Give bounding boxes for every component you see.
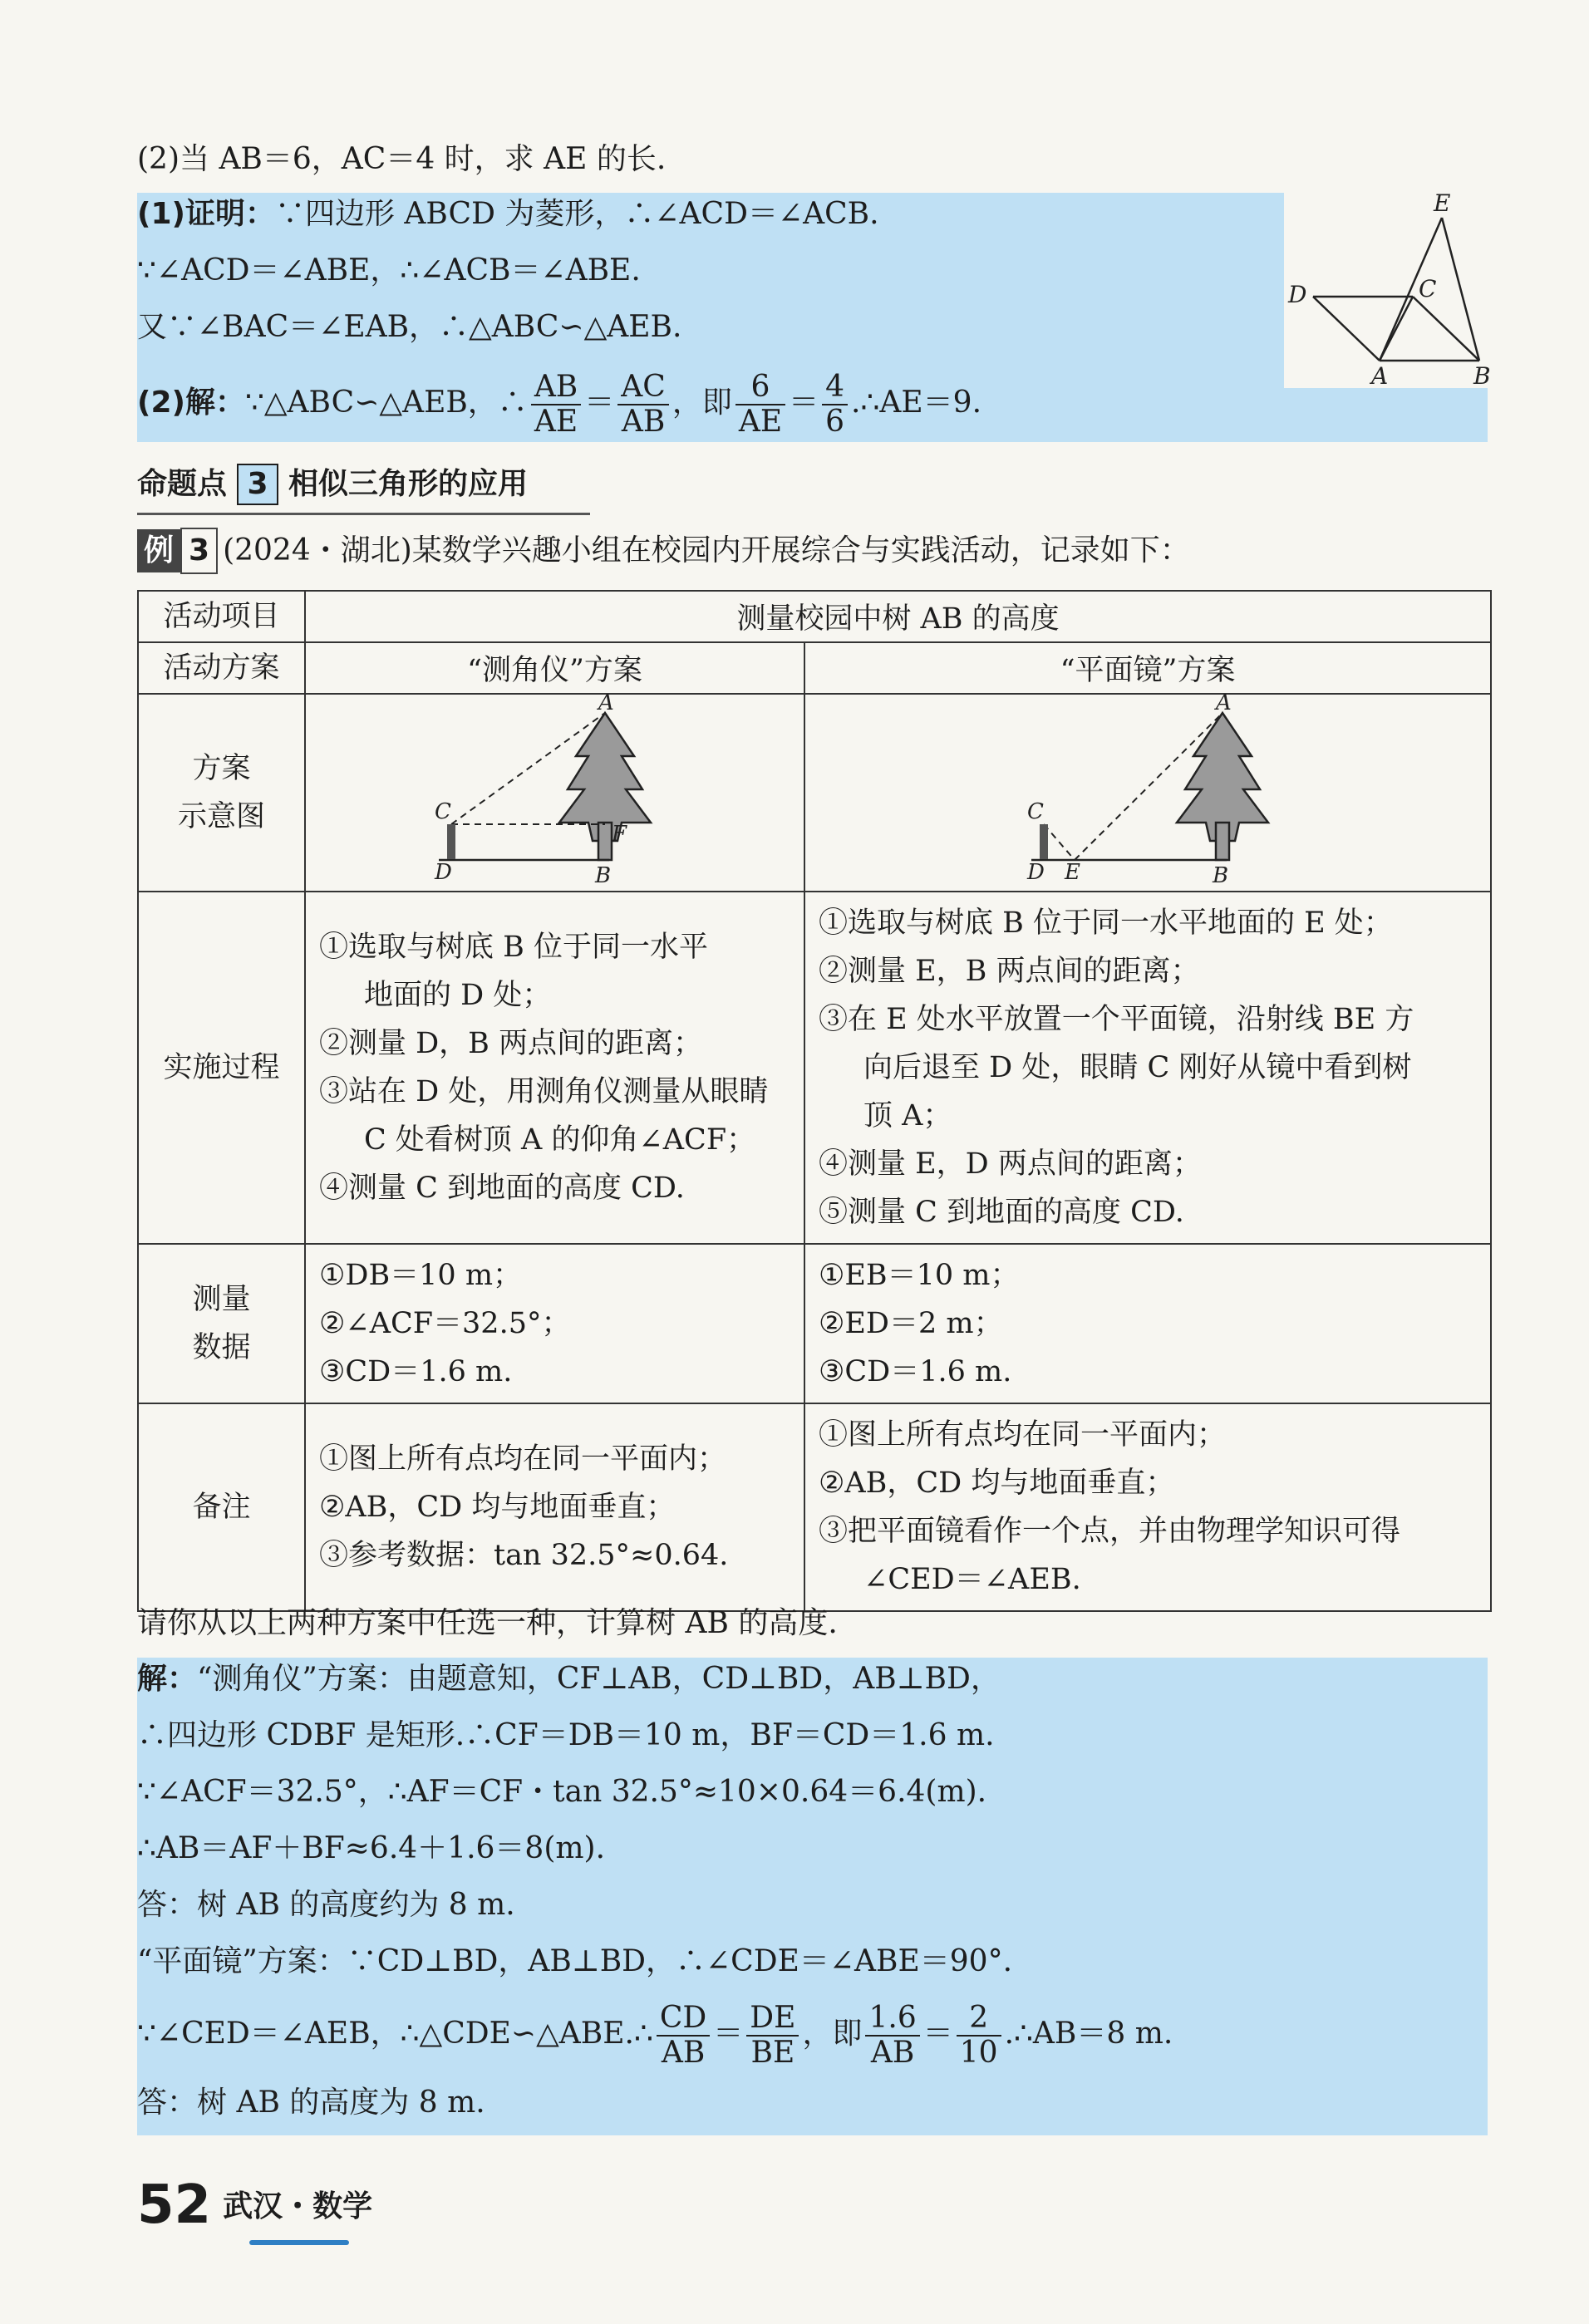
page-number: 52 <box>137 2174 212 2236</box>
solution-line-1 <box>137 1658 1001 1701</box>
label-E: E <box>1065 859 1080 885</box>
proof-line-1 <box>137 193 879 236</box>
rhombus-figure <box>1284 189 1491 390</box>
solution-text-7a: ∵∠CED＝∠AEB，∴△CDE∽△ABE.∴ <box>137 2017 653 2051</box>
label-D: D <box>1288 281 1307 308</box>
example-number: 3 <box>180 528 218 574</box>
step: ①选取与树底 B 位于同一水平 <box>319 931 708 964</box>
data-item: ①DB＝10 m； <box>319 1259 523 1292</box>
solution-text-7c: .∴AB＝8 m. <box>1004 2017 1173 2051</box>
cell-note-mirror <box>804 1403 1491 1611</box>
label-D: D <box>1027 859 1045 885</box>
data-item: ②ED＝2 m； <box>819 1307 1003 1340</box>
solution-text-7b: ，即 <box>802 2017 863 2051</box>
solution-line-8: 答：树 AB 的高度为 8 m. <box>137 2086 485 2120</box>
step: ①选取与树底 B 位于同一水平地面的 E 处； <box>819 907 1393 940</box>
proof-label: (1)证明： <box>137 197 275 231</box>
frac-num: AC <box>617 371 669 405</box>
section-underline <box>137 513 590 515</box>
frac-num: 2 <box>957 2002 1001 2037</box>
fraction <box>531 371 581 439</box>
solution-line-4: ∴AB＝AF＋BF≈6.4＋1.6＝8(m). <box>137 1831 606 1865</box>
label-A: A <box>598 690 614 715</box>
solution-text-1: “测角仪”方案：由题意知，CF⊥AB，CD⊥BD，AB⊥BD， <box>197 1662 1001 1696</box>
cell-note-label: 备注 <box>138 1403 305 1611</box>
label-C: C <box>1419 275 1437 302</box>
label-B: B <box>1213 862 1229 888</box>
equals: ＝ <box>713 2017 744 2051</box>
data-label-1: 测量 <box>192 1283 251 1316</box>
frac-den: AB <box>870 2036 915 2070</box>
step: ②测量 E，B 两点间的距离； <box>819 955 1200 988</box>
example-tag: 例 <box>137 529 180 572</box>
label-B: B <box>594 862 611 888</box>
tree-icon <box>559 713 651 860</box>
note-item: ③把平面镜看作一个点，并由物理学知识可得 <box>819 1515 1401 1548</box>
label-C: C <box>1027 798 1044 824</box>
section-number: 3 <box>237 464 278 505</box>
example-text: (2024・湖北)某数学兴趣小组在校园内开展综合与实践活动，记录如下： <box>223 533 1190 567</box>
cell-activity-title: 测量校园中树 AB 的高度 <box>305 591 1491 642</box>
cell-process-label: 实施过程 <box>138 892 305 1244</box>
frac-den: AB <box>661 2036 706 2070</box>
cell-process-angle <box>305 892 804 1244</box>
step: ③站在 D 处，用测角仪测量从眼睛 <box>319 1075 769 1108</box>
sol-text-b: ，即 <box>672 386 732 420</box>
cell-activity-item: 活动项目 <box>138 591 305 642</box>
observer-icon <box>447 824 455 859</box>
proof-line-3: 又∵∠BAC＝∠EAB，∴△ABC∽△AEB. <box>137 310 682 344</box>
mirror-diagram <box>1015 690 1281 888</box>
table-row <box>138 591 1491 642</box>
fraction <box>617 371 669 439</box>
footer-text: 武汉・数学 <box>223 2189 373 2223</box>
fraction <box>746 2002 799 2070</box>
cell-mirror-diagram <box>804 690 1491 892</box>
sol-text-a: ∵△ABC∽△AEB，∴ <box>244 386 528 420</box>
section-heading <box>137 461 528 508</box>
fraction <box>822 371 848 439</box>
label-E: E <box>1434 189 1451 217</box>
frac-num: AB <box>531 371 581 405</box>
frac-num: 4 <box>822 371 848 405</box>
table-row <box>138 1244 1491 1403</box>
table-row <box>138 892 1491 1244</box>
data-item: ①EB＝10 m； <box>819 1259 1020 1292</box>
cell-angle-diagram <box>305 690 804 892</box>
step: 向后退至 D 处，眼睛 C 刚好从镜中看到树 <box>863 1051 1412 1084</box>
frac-den: BE <box>750 2036 795 2070</box>
question-text: 请你从以上两种方案中任选一种，计算树 AB 的高度. <box>137 1606 838 1640</box>
equals: ＝ <box>789 386 819 420</box>
cell-data-angle <box>305 1244 804 1403</box>
note-item: ①图上所有点均在同一平面内； <box>819 1418 1227 1452</box>
note-item: ∠CED＝∠AEB. <box>863 1563 1081 1596</box>
angle-instrument-diagram <box>422 690 688 888</box>
solution-line-5: 答：树 AB 的高度约为 8 m. <box>137 1888 515 1922</box>
section-prefix: 命题点 <box>137 467 228 501</box>
cell-diagram-label <box>138 694 305 892</box>
table-row <box>138 642 1491 694</box>
cell-note-angle <box>305 1403 804 1611</box>
equals: ＝ <box>922 2017 953 2051</box>
footer-accent <box>249 2240 349 2245</box>
cell-data-label <box>138 1244 305 1403</box>
data-item: ②∠ACF＝32.5°； <box>319 1307 571 1340</box>
label-A: A <box>1371 362 1389 390</box>
section-title: 相似三角形的应用 <box>288 467 529 501</box>
solution-label: 解： <box>137 1662 198 1696</box>
label-F: F <box>611 821 627 847</box>
proof-text-1: ∵四边形 ABCD 为菱形，∴∠ACD＝∠ACB. <box>274 197 879 231</box>
solution-line-7 <box>137 1996 1173 2072</box>
sol-text-c: .∴AE＝9. <box>851 386 982 420</box>
fraction <box>657 2002 710 2070</box>
part2-question: (2)当 AB＝6，AC＝4 时，求 AE 的长. <box>137 142 667 176</box>
step: ④测量 E，D 两点间的距离； <box>819 1147 1202 1181</box>
step: 顶 A； <box>863 1099 952 1133</box>
frac-num: DE <box>746 2002 799 2037</box>
cell-plan-label: 活动方案 <box>138 642 305 694</box>
example-line <box>137 528 1190 574</box>
label-B: B <box>1473 362 1491 390</box>
frac-num: 6 <box>735 371 785 405</box>
note-item: ②AB，CD 均与地面垂直； <box>319 1491 676 1524</box>
label-C: C <box>434 798 451 824</box>
diagram-label-1: 方案 <box>192 752 251 785</box>
frac-num: CD <box>657 2002 710 2037</box>
figure-background <box>1284 193 1488 388</box>
tree-icon <box>1177 713 1268 860</box>
observer-icon <box>1040 824 1048 859</box>
table-row <box>138 694 1491 892</box>
label-D: D <box>434 859 452 885</box>
proof-line-2: ∵∠ACD＝∠ABE，∴∠ACB＝∠ABE. <box>137 253 641 287</box>
diagram-label-2: 示意图 <box>177 800 265 833</box>
solution-line-2: ∴四边形 CDBF 是矩形.∴CF＝DB＝10 m，BF＝CD＝1.6 m. <box>137 1718 995 1752</box>
data-label-2: 数据 <box>192 1331 251 1364</box>
note-item: ①图上所有点均在同一平面内； <box>319 1442 727 1476</box>
cell-process-mirror <box>804 892 1491 1244</box>
fraction <box>865 2002 919 2070</box>
label-A: A <box>1216 690 1232 715</box>
frac-den: AE <box>738 405 783 439</box>
incident-line <box>1044 824 1075 860</box>
table-row <box>138 1403 1491 1611</box>
step: ④测量 C 到地面的高度 CD. <box>319 1172 685 1205</box>
frac-num: 1.6 <box>865 2002 919 2037</box>
proof-line-4 <box>137 366 981 440</box>
data-item: ③CD＝1.6 m. <box>319 1355 513 1388</box>
equals: ＝ <box>584 386 615 420</box>
step: 地面的 D 处； <box>364 979 552 1012</box>
solution-line-3: ∵∠ACF＝32.5°，∴AF＝CF・tan 32.5°≈10×0.64＝6.4(m). <box>137 1775 987 1809</box>
fraction <box>957 2002 1001 2070</box>
step: C 处看树顶 A 的仰角∠ACF； <box>364 1123 756 1157</box>
frac-den: AE <box>534 405 578 439</box>
note-item: ③参考数据：tan 32.5°≈0.64. <box>319 1539 729 1572</box>
solution2-label: (2)解： <box>137 386 245 420</box>
frac-den: AB <box>621 405 666 439</box>
activity-table <box>137 590 1492 1612</box>
data-item: ③CD＝1.6 m. <box>819 1355 1012 1388</box>
cell-plan-angle: “测角仪”方案 <box>305 642 804 694</box>
step: ③在 E 处水平放置一个平面镜，沿射线 BE 方 <box>819 1003 1414 1036</box>
fraction <box>735 371 785 439</box>
frac-den: 6 <box>825 405 845 439</box>
frac-den: 10 <box>959 2036 998 2070</box>
cell-plan-mirror: “平面镜”方案 <box>804 642 1491 694</box>
note-item: ②AB，CD 均与地面垂直； <box>819 1467 1175 1500</box>
solution-line-6: “平面镜”方案：∵CD⊥BD，AB⊥BD，∴∠CDE＝∠ABE＝90°. <box>137 1944 1013 1978</box>
cell-data-mirror <box>804 1244 1491 1403</box>
page-footer <box>137 2174 372 2236</box>
step: ⑤测量 C 到地面的高度 CD. <box>819 1196 1184 1229</box>
step: ②测量 D，B 两点间的距离； <box>319 1027 703 1060</box>
